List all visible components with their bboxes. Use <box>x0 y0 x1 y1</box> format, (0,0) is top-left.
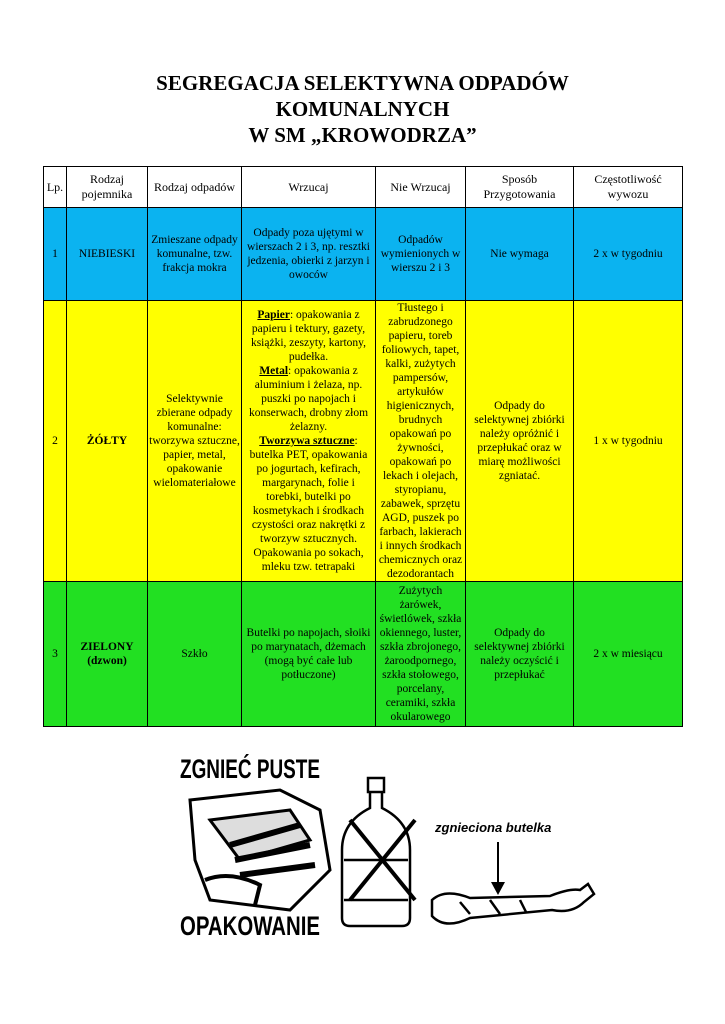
crushed-box-icon <box>190 790 330 910</box>
table-row <box>44 208 683 301</box>
header-frequency: Częstotliwość wywozu <box>574 167 683 208</box>
table-row <box>44 582 683 727</box>
row-preparation: Odpady do selektywnej zbiórki należy opróżnić i przepłukać oraz w miarę możliwości zgniatać. <box>466 301 574 582</box>
row-frequency: 2 x w miesiącu <box>574 582 683 727</box>
arrow-down-icon <box>491 842 505 895</box>
segregation-table <box>43 166 683 727</box>
row-preparation: Nie wymaga <box>466 208 574 301</box>
header-preparation: Sposób Przygotowania <box>466 167 574 208</box>
metal-label: Metal <box>259 365 289 377</box>
title-line-3: W SM „KROWODRZA” <box>248 123 477 147</box>
row-lp: 2 <box>44 301 67 582</box>
crush-packaging-graphic <box>170 750 600 945</box>
header-waste-type: Rodzaj odpadów <box>148 167 242 208</box>
row-put-in: Odpady poza ujętymi w wierszach 2 i 3, np. resztki jedzenia, obierki z jarzyn i owoców <box>242 208 376 301</box>
row-container: ZIELONY (dzwon) <box>67 582 148 727</box>
paper-label: Papier <box>257 309 290 321</box>
row-do-not-put: Tłustego i zabrudzonego papieru, toreb foliowych, tapet, kalki, zużytych pampersów, artykułów higienicznych, brudnych opakowań po żywności, opakowań po lekach i olejach, styropianu, zabawek, sprzętu AGD, puszek po farbach, lakierach i innych środkach chemicznych oraz dezodorantach <box>376 301 466 582</box>
header-put-in: Wrzucaj <box>242 167 376 208</box>
title-line-1: SEGREGACJA SELEKTYWNA ODPADÓW <box>156 71 569 95</box>
row-container: NIEBIESKI <box>67 208 148 301</box>
crush-empty-text: ZGNIEĆ PUSTE <box>180 754 380 784</box>
plastics-label: Tworzywa sztuczne <box>259 435 355 447</box>
row-waste-type: Selektywnie zbierane odpady komunalne: tworzywa sztuczne, papier, metal, opakowanie wielomateriałowe <box>148 301 242 582</box>
row-container: ŻÓŁTY <box>67 301 148 582</box>
table-header-row <box>44 167 683 208</box>
row-lp: 3 <box>44 582 67 727</box>
row-waste-type: Zmieszane odpady komunalne, tzw. frakcja mokra <box>148 208 242 301</box>
row-preparation: Odpady do selektywnej zbiórki należy oczyścić i przepłukać <box>466 582 574 727</box>
row-do-not-put: Odpadów wymienionych w wierszu 2 i 3 <box>376 208 466 301</box>
page-title <box>0 70 725 148</box>
row-frequency: 1 x w tygodniu <box>574 301 683 582</box>
row-put-in: Butelki po napojach, słoiki po marynatach, dżemach (mogą być całe lub potłuczone) <box>242 582 376 727</box>
row-frequency: 2 x w tygodniu <box>574 208 683 301</box>
paper-text: opakowania z papieru i tektury, gazety, książki, zeszyty, kartony, pudełka. <box>250 309 367 363</box>
header-container-type: Rodzaj pojemnika <box>67 167 148 208</box>
row-lp: 1 <box>44 208 67 301</box>
header-lp: Lp. <box>44 167 67 208</box>
title-line-2: KOMUNALNYCH <box>275 97 450 121</box>
table-row <box>44 301 683 582</box>
row-do-not-put: Zużytych żarówek, świetlówek, szkła okiennego, luster, szkła zbrojonego, żaroodpornego, szkła stołowego, porcelany, ceramiki, szkła okularowego <box>376 582 466 727</box>
crushed-bottle-icon <box>432 884 594 924</box>
plastics-text: butelka PET, opakowania po jogurtach, kefirach, margarynach, folie i torebki, butelki po kosmetykach i środkach czystości oraz nakrętki z tworzyw sztucznych. Opakowania po sokach, mleku tzw. tetrapaki <box>249 449 368 573</box>
metal-text: opakowania z aluminium i żelaza, np. puszki po napojach i konserwach, drobny złom żelazny. <box>248 365 369 433</box>
row-waste-type: Szkło <box>148 582 242 727</box>
packaging-text: OPAKOWANIE <box>180 911 320 941</box>
crushed-bottle-caption: zgnieciona butelka <box>435 820 552 835</box>
header-do-not-put: Nie Wrzucaj <box>376 167 466 208</box>
row-put-in: Papier: opakowania z papieru i tektury, gazety, książki, zeszyty, kartony, pudełka. Metal: opakowania z aluminium i żelaza, np. puszki po napojach i konserwach, drobny złom żelazny. Tworzywa sztuczne: butelka PET, opakowania po jogurtach, kefirach, margarynach, folie i torebki, butelki po kosmetykach i środkach czystości oraz nakrętki z tworzyw sztucznych. Opakowania po sokach, mleku tzw. tetrapaki <box>242 301 376 582</box>
